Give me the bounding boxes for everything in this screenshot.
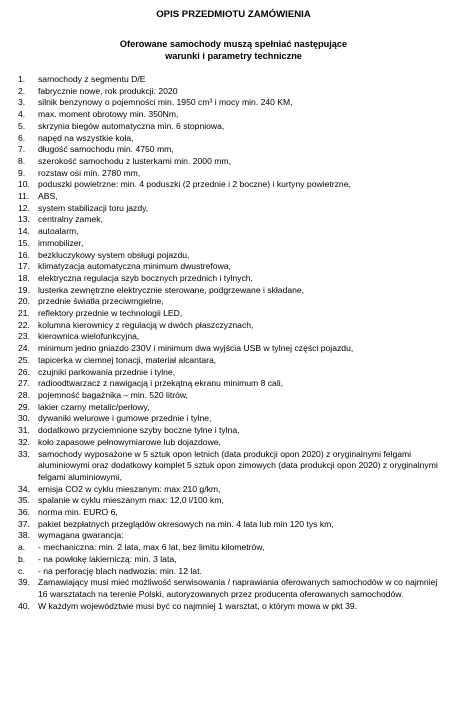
list-item-number: 9. xyxy=(18,167,26,178)
list-item xyxy=(18,355,449,367)
list-item-text: norma min. EURO 6, xyxy=(38,507,118,518)
list-item-text: samochody z segmentu D/E xyxy=(38,74,146,84)
list-item xyxy=(18,191,449,203)
requirements-list xyxy=(18,74,449,612)
document-subtitle xyxy=(18,38,449,62)
list-item-number: 33. xyxy=(18,448,30,459)
list-item xyxy=(18,320,449,332)
list-item xyxy=(18,484,449,496)
list-item-text: przednie światła przeciwmgielne, xyxy=(38,296,164,307)
list-item xyxy=(18,179,449,191)
list-item-text: lakier czarny metalic/perłowy, xyxy=(38,401,150,412)
list-item-number: 6. xyxy=(18,132,26,143)
list-item-number: a. xyxy=(18,542,26,553)
list-item-number: 14. xyxy=(18,226,30,237)
list-item-text: reflektory przednie w technologii LED, xyxy=(38,308,183,319)
list-item xyxy=(18,121,449,133)
list-item xyxy=(18,507,449,519)
list-item-number: 31. xyxy=(18,425,30,436)
list-item-number: 2. xyxy=(18,85,26,96)
list-item xyxy=(18,343,449,355)
list-item xyxy=(18,402,449,414)
list-item-text: fabrycznie nowe, rok produkcji: 2020 xyxy=(38,85,178,96)
list-item-text: dodatkowo przyciemnione szyby boczne tylne i tylna, xyxy=(38,425,240,436)
list-item-number: 19. xyxy=(18,284,30,295)
document-title: OPIS PRZEDMIOTU ZAMÓWIENIA xyxy=(156,9,311,20)
list-item-text: - na perforację blach nadwozia: min. 12 lat. xyxy=(38,565,202,576)
list-item-text: czujniki parkowania przednie i tylne, xyxy=(38,366,176,377)
list-item xyxy=(18,156,449,168)
list-item-number: 20. xyxy=(18,296,30,307)
list-item-number: 4. xyxy=(18,109,26,120)
list-item xyxy=(18,530,449,542)
list-item xyxy=(18,238,449,250)
list-item-number: 27. xyxy=(18,378,30,389)
list-item-text: lusterka zewnętrzne elektrycznie sterowane, podgrzewane i składane, xyxy=(38,284,305,295)
list-item-number: 7. xyxy=(18,144,26,155)
list-item-text: ABS, xyxy=(38,191,58,202)
list-item xyxy=(18,97,449,109)
list-item xyxy=(18,74,449,86)
list-item-number: 34. xyxy=(18,483,30,494)
list-item xyxy=(18,144,449,156)
list-item-text: W każdym województwie musi być co najmniej 1 warsztat, o którym mowa w pkt 39. xyxy=(38,600,358,611)
list-item xyxy=(18,413,449,425)
list-item-text: szerokość samochodu z lusterkami min. 2000 mm, xyxy=(38,155,231,166)
list-item-text: emisja CO2 w cyklu mieszanym: max 210 g/km, xyxy=(38,483,221,494)
list-item-number: 8. xyxy=(18,155,26,166)
list-item-number: 18. xyxy=(18,272,30,283)
list-item-text: bezkluczykowy system obsługi pojazdu, xyxy=(38,249,190,260)
list-item-number: 13. xyxy=(18,214,30,225)
list-item-text: elektryczna regulacja szyb bocznych przednich i tylnych, xyxy=(38,272,253,283)
list-item-text: pojemność bagażnika – min. 520 litrów, xyxy=(38,389,188,400)
list-item-text: koło zapasowe pełnowymiarowe lub dojazdowe, xyxy=(38,436,221,447)
list-item-number: 16. xyxy=(18,249,30,260)
subtitle-line-2: warunki i parametry techniczne xyxy=(165,51,302,61)
list-item xyxy=(18,109,449,121)
list-item-text: immobilizer, xyxy=(38,237,84,248)
list-item-number: 26. xyxy=(18,366,30,377)
subtitle-line-1: Oferowane samochody muszą spełniać następujące xyxy=(119,39,348,49)
list-item xyxy=(18,86,449,98)
list-item-text: centralny zamek, xyxy=(38,214,103,225)
list-item-number: b. xyxy=(18,553,26,564)
list-item-number: 35. xyxy=(18,495,30,506)
list-item-text: skrzynia biegów automatyczna min. 6 stopniowa, xyxy=(38,120,225,131)
list-item xyxy=(18,273,449,285)
list-item-text: Zamawiający musi mieć możliwość serwisowania / naprawiania oferowanych samochodów w co najmniej 16 warsztatach na terenie Polski, autoryzowanych przez producenta oferowanych samochodów. xyxy=(38,577,438,599)
list-item-number: 23. xyxy=(18,331,30,342)
list-item-number: 40. xyxy=(18,600,30,611)
list-item-number: 25. xyxy=(18,354,30,365)
list-item-text: - na powłokę lakierniczą: min. 3 lata, xyxy=(38,553,177,564)
list-item-text: napęd na wszystkie koła, xyxy=(38,132,134,143)
list-item-number: 11. xyxy=(18,191,30,202)
list-item-text: rozstaw osi min. 2780 mm, xyxy=(38,167,141,178)
list-item-text: samochody wyposażone w 5 sztuk opon letnich (data produkcji opon 2020) z oryginalnymi felgami aluminiowymi oraz dodatkowy komplet 5 sztuk opon zimowych (data produkcji opon 2020) z oryginalnymi felgami aluminiowymi, xyxy=(38,448,438,482)
list-item xyxy=(18,437,449,449)
list-item-text: dywaniki welurowe i gumowe przednie i tylne, xyxy=(38,413,212,424)
list-item-text: kolumna kierownicy z regulacją w dwóch płaszczyznach, xyxy=(38,319,254,330)
list-item xyxy=(18,214,449,226)
list-item-text: system stabilizacji toru jazdy, xyxy=(38,202,149,213)
list-item-number: 28. xyxy=(18,389,30,400)
list-item-number: 12. xyxy=(18,202,30,213)
list-item xyxy=(18,133,449,145)
list-item-text: spalanie w cyklu mieszanym max: 12,0 l/100 km, xyxy=(38,495,224,506)
list-item-number: c. xyxy=(18,565,25,576)
list-item-number: 32. xyxy=(18,436,30,447)
list-item xyxy=(18,542,449,554)
list-item-number: 3. xyxy=(18,97,26,108)
list-item xyxy=(18,378,449,390)
list-item xyxy=(18,203,449,215)
list-item xyxy=(18,495,449,507)
list-item xyxy=(18,601,449,613)
list-item-number: 15. xyxy=(18,237,30,248)
list-item-text: radioodtwarzacz z nawigacją i przekątną ekranu minimum 8 cali, xyxy=(38,378,284,389)
list-item-text: tapicerka w ciemnej tonacji, materiał alcantara, xyxy=(38,354,217,365)
list-item xyxy=(18,226,449,238)
list-item xyxy=(18,390,449,402)
list-item xyxy=(18,566,449,578)
list-item-text: - mechaniczna: min. 2 lata, max 6 lat, bez limitu kilometrów, xyxy=(38,542,265,553)
list-item-number: 36. xyxy=(18,507,30,518)
list-item-number: 5. xyxy=(18,120,26,131)
list-item-number: 17. xyxy=(18,261,30,272)
list-item xyxy=(18,425,449,437)
list-item xyxy=(18,296,449,308)
list-item-text: kierownica wielofunkcyjna, xyxy=(38,331,140,342)
list-item-number: 22. xyxy=(18,319,30,330)
list-item xyxy=(18,168,449,180)
list-item-text: autoalarm, xyxy=(38,226,79,237)
list-item-number: 10. xyxy=(18,179,30,190)
list-item xyxy=(18,449,449,484)
list-item-number: 24. xyxy=(18,343,30,354)
list-item-text: minimum jedno gniazdo 230V i minimum dwa wyjścia USB w tylnej części pojazdu, xyxy=(38,343,354,354)
list-item xyxy=(18,554,449,566)
list-item-number: 21. xyxy=(18,308,30,319)
list-item-text: wymagana gwarancja: xyxy=(38,530,124,541)
list-item-text: klimatyzacja automatyczna minimum dwustrefowa, xyxy=(38,261,231,272)
list-item-number: 38. xyxy=(18,530,30,541)
list-item xyxy=(18,285,449,297)
list-item-number: 30. xyxy=(18,413,30,424)
list-item xyxy=(18,519,449,531)
list-item xyxy=(18,331,449,343)
list-item-text: max. moment obrotowy min. 350Nm, xyxy=(38,109,179,120)
list-item-number: 29. xyxy=(18,401,30,412)
list-item xyxy=(18,250,449,262)
list-item-number: 37. xyxy=(18,518,30,529)
list-item xyxy=(18,261,449,273)
list-item-number: 39. xyxy=(18,577,30,588)
list-item xyxy=(18,308,449,320)
list-item-text: poduszki powietrzne: min. 4 poduszki (2 przednie i 2 boczne) i kurtyny powietrzne, xyxy=(38,179,351,190)
list-item-text: silnik benzynowy o pojemności min. 1950 cm³ i mocy min. 240 KM, xyxy=(38,97,293,108)
list-item xyxy=(18,367,449,379)
list-item-text: długość samochodu min. 4750 mm, xyxy=(38,144,174,155)
list-item xyxy=(18,577,449,600)
list-item-text: pakiet bezpłatnych przeglądów okresowych na min. 4 lata lub min 120 tys km, xyxy=(38,518,334,529)
list-item-number: 1. xyxy=(18,74,26,84)
